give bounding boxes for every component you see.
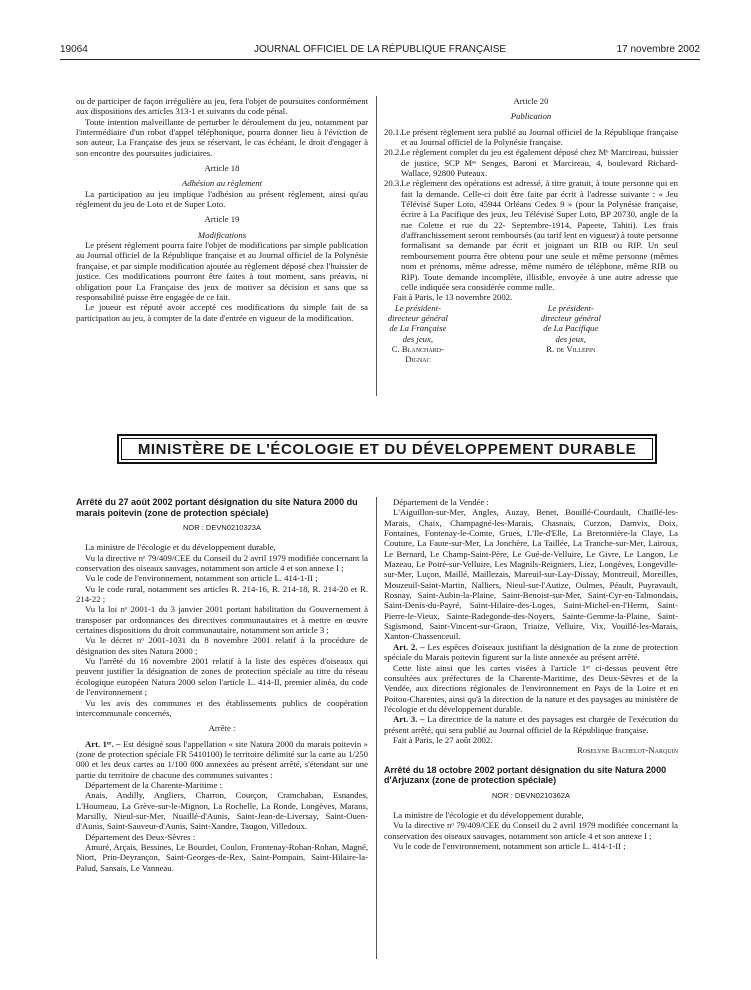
ministry-title: MINISTÈRE DE L'ÉCOLOGIE ET DU DÉVELOPPEMENT DURABLE [121,438,653,460]
paragraph: Vu le code de l'environnement, notamment son article L. 414-1-II ; [393,840,626,851]
article-heading: Article 20 [513,96,549,106]
signature-right [537,303,678,365]
article-subheading: Modifications [197,229,247,240]
paragraph: Vu les avis des communes et des établissements publics de coopération intercommunale concernés, [76,697,368,718]
signer-name: Roselyne Bachelot-Narquin [577,745,678,756]
done-at: Fait à Paris, le 27 août 2002. [393,734,493,745]
paragraph: Le présent règlement pourra faire l'objet de modifications par simple publication au Journal officiel de la République française et au Journal officiel de la Polynésie française, et par simple modification ajoutée au règlement déposé chez l'huissier de justice. Ces modifications pourront être faites à tout moment, sans préavis, ni obligation pour La Française des jeux de motiver sa décision et sans que sa responsabilité puisse être engagée de ce fait. [76,240,368,302]
item-number: 20.1. [384,126,402,137]
column-divider [376,497,377,959]
paragraph: Vu l'arrêté du 16 novembre 2001 relatif à la liste des espèces d'oiseaux qui peuvent justifier la désignation de zones de protection spéciale au titre du réseau écologique européen Natura 2000 selon l'article L. 414-II, premier alinéa, du code de l'environnement ; [76,656,368,698]
paragraph: ou de participer de façon irrégulière au jeu, fera l'objet de poursuites conformément aux dispositions des articles 313-1 et suivants du code pénal. [76,96,368,117]
article-3 [384,714,678,735]
arrete-label: Arrête : [208,723,236,734]
item-number: 20.3. [384,178,402,189]
journal-title: JOURNAL OFFICIEL DE LA RÉPUBLIQUE FRANÇAISE [253,44,507,55]
article-subheading: Publication [510,111,552,122]
paragraph: Vu la directive nᵒ 79/409/CEE du Conseil du 2 avril 1979 modifiée concernant la conservation des oiseaux sauvages, notamment son article 4 et son annexe I ; [76,552,368,574]
issue-date: 17 novembre 2002 [616,44,700,55]
paragraph: Le joueur est réputé avoir accepté ces modifications du simple fait de sa participation au jeu, à compter de la date d'entrée en vigueur de la modification. [76,302,368,323]
signature-name: R. de Villepin [546,343,596,354]
numbered-item [384,147,678,178]
decree-title: Arrêté du 27 août 2002 portant désignation du site Natura 2000 du marais poitevin (zone de protection spéciale) [76,497,358,518]
nor-reference: NOR : DEVN0210362A [492,790,570,800]
paragraph: Vu le décret nᵒ 2001-1031 du 8 novembre 2001 relatif à la procédure de désignation des sites Natura 2000 ; [76,635,368,656]
numbered-item [384,127,678,148]
decree-title: Arrêté du 18 octobre 2002 portant désignation du site Natura 2000 d'Arjuzanx (zone de protection spéciale) [384,764,667,786]
article-1 [76,739,368,780]
item-text: Le règlement complet du jeu est également déposé chez Mᵉ Marcireau, huissier de justice, SCP Mᵉˢ Senges, Baroni et Marcireau, 4, boulevard Richard-Wallace, 92800 Puteaux. [401,147,678,179]
department-heading: Département de la Vendée : [393,497,489,507]
commune-list: Amuré, Arçais, Bessines, Le Bourdet, Coulon, Frontenay-Rohan-Rohan, Magné, Niort, Prin-Deyrançon, Saint-Georges-de-Rex, Saint-Pompain, Saint-Hilaire-la-Palud, Sansais, Le Vanneau. [76,841,368,873]
article-heading: Article 18 [204,163,240,174]
paragraph: Vu le code de l'environnement, notamment son article L. 414-1-II ; [85,573,318,584]
paragraph: Vu la loi nᵒ 2001-1 du 3 janvier 2001 portant habilitation du Gouvernement à transposer par ordonnances des directives communautaires et à mettre en œuvre certaines dispositions du droit communautaire, notamment son article 3 ; [76,604,368,636]
page-header [60,44,700,58]
bottom-right-column [384,497,678,851]
article-text: Les espèces d'oiseaux justifiant la désignation de la zone de protection spéciale du Marais poitevin figurent sur la liste annexée au présent arrêté. [384,641,678,663]
nor-reference: NOR : DEVN0210323A [183,523,261,532]
signatures [384,303,678,365]
article-heading: Article 19 [204,214,240,225]
article-subheading: Adhésion au règlement [181,178,263,189]
paragraph: La participation au jeu implique l'adhésion au présent règlement, ainsi qu'au règlement du jeu de Loto et de Super Loto. [76,188,368,210]
paragraph: Toute intention malveillante de perturber le déroulement du jeu, notamment par l'intermédiaire d'un robot d'appel téléphonique, pourra donner lieu à l'éviction de son auteur, La Française des jeux se réservant, le cas échéant, le droit d'engager à son encontre des poursuites judiciaires. [76,116,368,158]
page-number: 19064 [60,44,88,55]
signature-name: C. Blanchard-Dignac [391,343,444,365]
article-text: Est désigné sous l'appellation « site Natura 2000 du marais poitevin » (zone de protection spéciale FR 5410100) le territoire délimité sur la carte au 1/250 000 et les deux cartes au 1/100 000 annexées au présent arrêté, s'étendant sur une partie du territoire de chacune des communes suivantes : [76,738,369,780]
commune-list: Anais, Andilly, Angliers, Charron, Courçon, Cramchaban, Esnandes, L'Houmeau, La Grève-sur-le-Mignon, La Rochelle, La Ronde, Longèves, Marans, Marsilly, Nieul-sur-Mer, Nuaillé-d'Aunis, Saint-Jean-de-Liversay, Saint-Ouen-d'Aunis, Saint-Sauveur-d'Aunis, Saint-Xandre, Taugon, Villedoux. [76,790,368,832]
article-text: La directrice de la nature et des paysages est chargée de l'exécution du présent arrêté, qui sera publié au Journal officiel de la République française. [384,714,678,735]
commune-list: L'Aiguillon-sur-Mer, Angles, Auzay, Benet, Bouillé-Courdault, Chaillé-les-Marais, Chaix, Champagné-les-Marais, Chasnais, Curzon, Damvix, Doix, Fontaines, Fontenay-le-Comte, Grues, L'Ile-d'Elle, La Bretonnière-la Claye, La Couture, La Faute-sur-Mer, La Jonchère, La Taillée, La Tranche-sur-Mer, Lairoux, Le Bernard, Le Champ-Saint-Père, Le Gué-de-Velluire, Le Givre, Le Langon, Le Mazeau, Le Poiré-sur-Velluire, Les Magnils-Reigniers, Liez, Longèves, Longeville-sur-Mer, Luçon, Maillé, Maillezais, Mareuil-sur-Lay-Dissay, Montreuil, Moreilles, Mouzeuil-Saint-Martin, Nalliers, Nieul-sur-l'Autize, Oulmes, Péault, Puyravault, Rosnay, Saint-Aubin-la-Plaine, Saint-Benoist-sur-Mer, Saint-Cyr-en-Talmondais, Saint-Denis-du-Payré, Saint-Hilaire-des-Loges, Saint-Michel-en-l'Herm, Saint-Pierre-le-Vieux, Sainte-Radegonde-des-Noyers, Sainte-Gemme-la-Plaine, Saint-Sigismond, Saint-Vincent-sur-Graon, Triaize, Velluire, Vix, Vouillé-les-Marais, Xanton-Chassenceuil. [384,507,678,642]
item-text: Le règlement des opérations est adressé, à titre gratuit, à toute personne qui en fait la demande. Celle-ci doit être faite par écrit à l'adresse suivante : « Jeu Télévisé Super Loto, 45944 Orléans Cedex 9 » (pour la Polynésie française, écrire à La Pacifique des jeux, Jeu Télévisé Super Loto, BP 20730, angle de la rue Colette et rue du 22- Septembre-1914, Papeete, Tahiti). Les frais d'affranchissement seront remboursés (au tarif lent en vigueur) à toute personne formalisant sa demande par écrit et joignant un RIB ou RIP. Un seul remboursement pourra être obtenu pour une seule et même personne (mêmes nom et prénoms, même adresse, même numéro de téléphone, même RIB ou RIP). Toute demande incomplète, illisible, envoyée à une autre adresse que celle indiquée sera considérée comme nulle. [401,178,678,292]
done-at: Fait à Paris, le 13 novembre 2002. [393,292,513,303]
ministry-banner [117,434,657,464]
article-label: Art. 3. – [393,714,425,725]
department-heading: Département des Deux-Sèvres : [85,831,196,842]
item-number: 20.2. [384,147,402,158]
article-label: Art. 2. – [393,641,425,652]
top-right-column [384,96,678,365]
paragraph: Vu le code rural, notamment ses articles R. 214-16, R. 214-18, R. 214-20 et R. 214-22 ; [76,583,368,605]
department-heading: Département de la Charente-Maritime : [85,779,223,790]
signature-title: Le président-directeur général de La Française des jeux, [387,302,448,344]
paragraph: Cette liste ainsi que les cartes visées à l'article 1ᵉʳ ci-dessus peuvent être consultées aux préfectures de la Charente-Maritime, des Deux-Sèvres et de la Vendée, aux directions régionales de l'environnement en Pays de la Loire et en Poitou-Charentes, ainsi qu'à la direction de la nature et des paysages au ministère de l'écologie et du développement durable. [384,662,678,714]
paragraph: La ministre de l'écologie et du développement durable, [393,809,584,820]
article-2 [384,642,678,663]
paragraph: La ministre de l'écologie et du développement durable, [85,542,276,553]
paragraph: Vu la directive nᵒ 79/409/CEE du Conseil du 2 avril 1979 modifiée concernant la conservation des oiseaux sauvages, notamment son article 4 et son annexe I ; [384,820,678,841]
top-left-column [76,96,368,323]
article-label: Art. 1ᵉʳ. – [85,738,121,749]
header-rule [60,59,700,60]
bottom-left-column [76,497,368,873]
numbered-item [384,178,678,292]
signature-title: Le président-directeur général de La Pacifique des jeux, [540,302,601,344]
item-text: Le présent règlement sera publié au Journal officiel de la République française et au Journal officiel de la Polynésie française. [401,126,678,148]
signature-left [384,303,525,365]
column-divider [376,96,377,396]
